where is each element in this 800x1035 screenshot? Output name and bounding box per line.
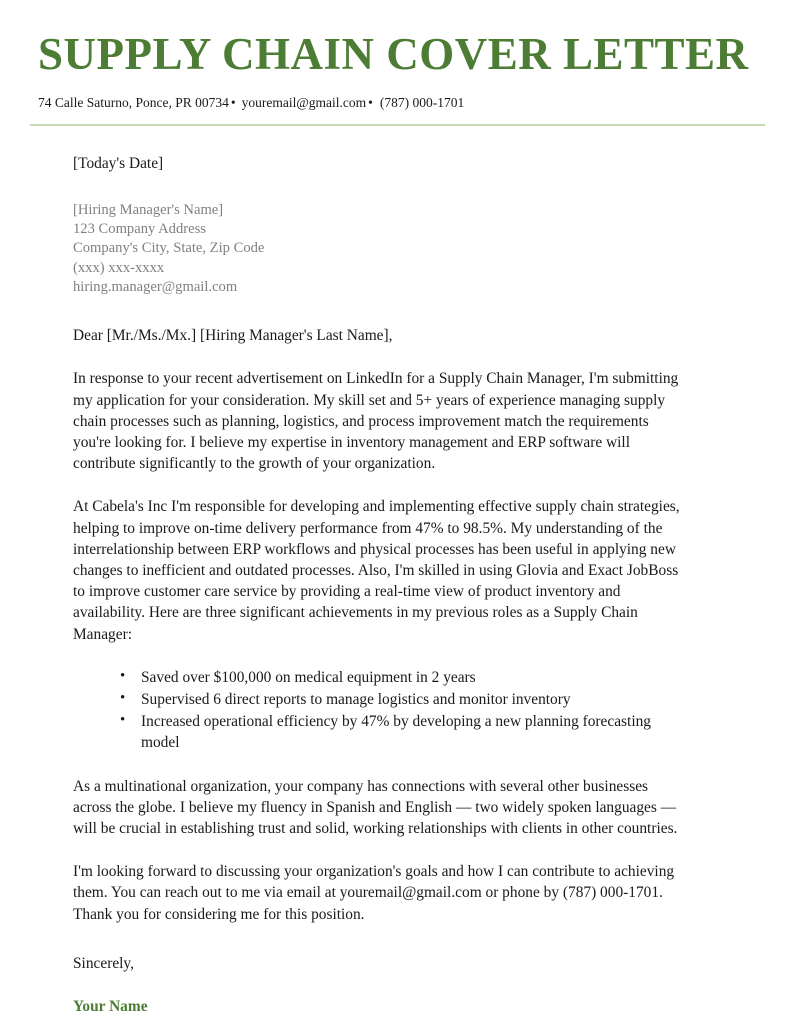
salutation: Dear [Mr./Ms./Mx.] [Hiring Manager's Last Name], [73, 327, 393, 345]
body-paragraph-2: At Cabela's Inc I'm responsible for developing and implementing effective supply chain strategies, helping to improve on-time delivery performance from 47% to 98.5%. My understanding of the interrelationship between ERP workflows and physical processes has been useful in applying new changes to inefficient and outdated processes. Also, I'm skilled in using Glovia and Exact JobBoss to improve customer care service by providing a real-time view of product inventory and availability. Here are three significant achievements in my previous roles as a Supply Chain Manager: [73, 498, 680, 643]
bullet-icon: • [120, 667, 126, 684]
closing-paragraph-1: As a multinational organization, your company has connections with several other businesses across the globe. I believe my fluency in Spanish and English — two widely spoken languages — will be crucial in establishing trust and solid, working relationships with clients in other countries. [73, 777, 678, 837]
contact-email[interactable]: youremail@gmail.com [241, 95, 367, 111]
recipient-address: 123 Company Address [73, 220, 206, 237]
list-item [120, 711, 683, 753]
signature-name: Your Name [73, 998, 148, 1015]
contact-separator-2: • [368, 95, 373, 111]
contact-separator-1: • [230, 95, 236, 111]
date-line: [Today's Date] [73, 155, 164, 173]
letter-header [0, 0, 800, 126]
list-item-label: Increased operational efficiency by 47% by developing a new planning forecasting model [141, 713, 651, 752]
header-divider [30, 124, 765, 126]
list-item [120, 689, 683, 710]
sign-off: Sincerely, [73, 954, 134, 972]
list-item-label: Supervised 6 direct reports to manage logistics and monitor inventory [141, 690, 571, 708]
contact-phone[interactable]: (787) 000-1701 [379, 95, 465, 111]
contact-address: 74 Calle Saturno, Ponce, PR 00734 [38, 95, 229, 111]
letter-body [0, 153, 800, 1017]
recipient-email: hiring.manager@gmail.com [73, 278, 238, 295]
bullet-icon: • [120, 712, 126, 729]
closing-paragraph-2: I'm looking forward to discussing your organization's goals and how I can contribute to achieving them. You can reach out to me via email at youremail@gmail.com or phone by (787) 000-1701. Thank you for considering me for this position. [73, 863, 675, 923]
contact-line [38, 95, 800, 111]
recipient-phone: (xxx) xxx-xxxx [73, 259, 165, 276]
page-title: SUPPLY CHAIN COVER LETTER [38, 29, 749, 79]
recipient-name: [Hiring Manager's Name] [73, 201, 224, 218]
body-paragraph-1: In response to your recent advertisement on LinkedIn for a Supply Chain Manager, I'm submitting my application for your consideration. My skill set and 5+ years of experience managing supply chain processes such as planning, logistics, and process improvement match the requirements you're looking for. I believe my expertise in inventory management and ERP software will contribute significantly to the growth of your organization. [73, 370, 679, 473]
list-item [120, 667, 683, 688]
bullet-icon: • [120, 689, 126, 706]
recipient-city-state-zip: Company's City, State, Zip Code [73, 240, 265, 257]
recipient-block [73, 201, 683, 297]
achievements-list [73, 667, 683, 754]
list-item-label: Saved over $100,000 on medical equipment in 2 years [141, 668, 476, 686]
